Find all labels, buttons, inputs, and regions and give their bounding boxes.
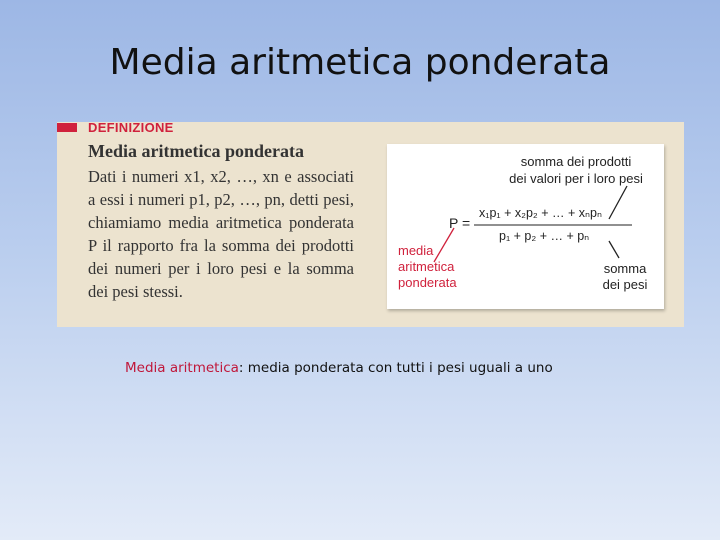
formula-numerator: x₁p₁ + x₂p₂ + … + xₙpₙ [479, 206, 602, 220]
caption [125, 360, 553, 376]
definition-text: Dati i numeri x1, x2, …, xn e associati a essi i numeri p1, p2, …, pn, detti pesi, chiamiamo media aritmetica ponderata P il rapporto fra la somma dei prodotti dei numeri per i loro pesi e la somma dei pesi stessi. [88, 167, 354, 301]
formula-panel [387, 144, 664, 309]
caption-highlight: Media aritmetica [125, 360, 239, 376]
result-label: media aritmetica ponderata [398, 243, 457, 290]
definition-header: DEFINIZIONE [88, 120, 174, 135]
arrow-to-numerator [609, 186, 627, 219]
definition-box [57, 122, 684, 327]
caption-rest: : media ponderata con tutti i pesi uguali a uno [238, 360, 553, 376]
numerator-label: somma dei prodotti dei valori per i loro pesi [509, 154, 643, 186]
definition-marker [57, 123, 77, 132]
slide-title: Media aritmetica ponderata [109, 42, 611, 83]
arrow-to-denominator [609, 241, 619, 258]
definition-subtitle: Media aritmetica ponderata [88, 141, 304, 161]
formula-denominator: p₁ + p₂ + … + pₙ [499, 229, 590, 243]
formula-lhs: P = [449, 215, 471, 231]
denominator-label: somma dei pesi [602, 261, 648, 292]
